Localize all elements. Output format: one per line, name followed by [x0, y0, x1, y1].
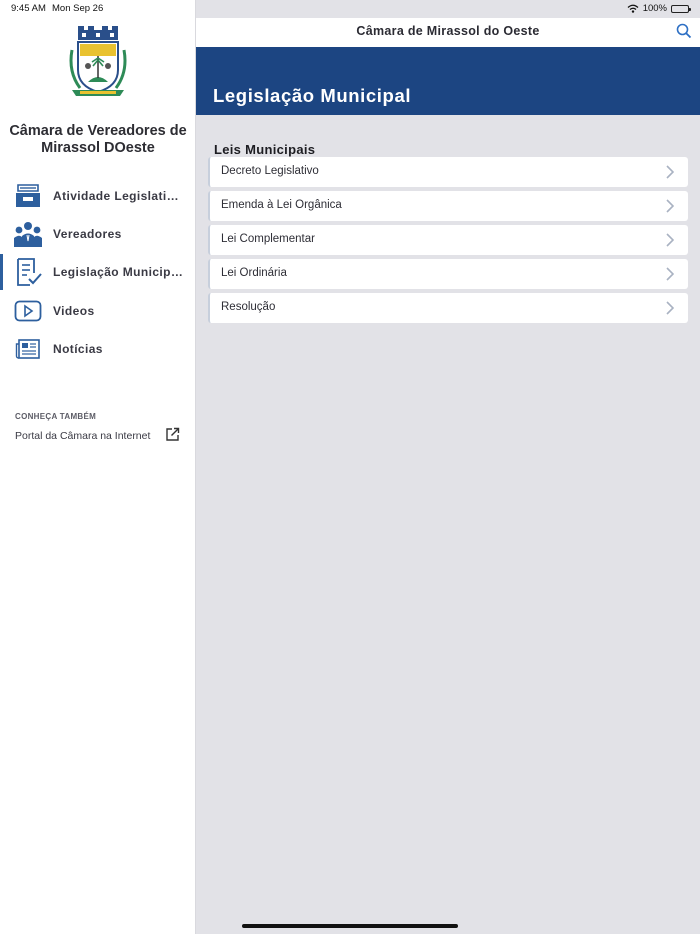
wifi-icon: [627, 4, 639, 13]
home-indicator[interactable]: [242, 924, 458, 928]
status-date: Mon Sep 26: [52, 3, 104, 14]
sidebar-item-vereadores[interactable]: [0, 216, 196, 252]
section-title: Leis Municipais: [214, 142, 316, 157]
list-item-emenda-lei-organica[interactable]: [208, 191, 688, 221]
play-video-icon: [13, 296, 43, 326]
people-group-icon: [13, 219, 43, 249]
sidebar-item-atividade-legislativa[interactable]: [0, 178, 196, 214]
page-banner: [196, 47, 700, 115]
list-item-lei-complementar[interactable]: [208, 225, 688, 255]
page-title: Legislação Municipal: [213, 85, 412, 106]
newspaper-icon: [13, 334, 43, 364]
sidebar-item-legislacao-municipal[interactable]: [0, 254, 196, 290]
sidebar-item-noticias[interactable]: [0, 331, 196, 367]
document-check-icon: [13, 257, 43, 287]
sidebar-item-videos[interactable]: [0, 293, 196, 329]
sidebar-title: Câmara de Vereadores de Mirassol DOeste: [9, 123, 187, 156]
chevron-right-icon: [666, 233, 674, 247]
battery-icon: [671, 5, 689, 13]
list-item-lei-ordinaria[interactable]: [208, 259, 688, 289]
sidebar-item-label: Atividade Legislati…: [53, 189, 180, 203]
list-item-label: Lei Complementar: [221, 233, 315, 245]
battery-percent: 100%: [642, 3, 667, 14]
status-indicators: [627, 3, 689, 14]
search-icon[interactable]: [676, 23, 692, 39]
sidebar: [0, 0, 196, 934]
chevron-right-icon: [666, 301, 674, 315]
portal-link[interactable]: Portal da Câmara na Internet: [15, 430, 151, 442]
list-item-resolucao[interactable]: [208, 293, 688, 323]
external-link-icon[interactable]: [165, 427, 180, 442]
list-item-label: Decreto Legislativo: [221, 165, 319, 177]
chevron-right-icon: [666, 165, 674, 179]
navigation-bar: [196, 18, 700, 47]
list-item-label: Emenda à Lei Orgânica: [221, 199, 342, 211]
list-item-label: Lei Ordinária: [221, 267, 287, 279]
sidebar-item-label: Videos: [53, 304, 95, 318]
nav-title: Câmara de Mirassol do Oeste: [356, 24, 540, 38]
sidebar-item-label: Notícias: [53, 342, 103, 356]
sidebar-item-label: Vereadores: [53, 227, 122, 241]
status-bar: [0, 0, 700, 18]
sidebar-item-label: Legislação Municip…: [53, 265, 184, 279]
status-time: 9:45 AM: [11, 3, 46, 14]
coat-of-arms-logo: [66, 26, 130, 102]
list-item-label: Resolução: [221, 301, 276, 313]
main-content: [196, 0, 700, 934]
chevron-right-icon: [666, 199, 674, 213]
inbox-tray-icon: [13, 181, 43, 211]
list-item-decreto-legislativo[interactable]: [208, 157, 688, 187]
section-caption: CONHEÇA TAMBÉM: [15, 412, 97, 421]
chevron-right-icon: [666, 267, 674, 281]
